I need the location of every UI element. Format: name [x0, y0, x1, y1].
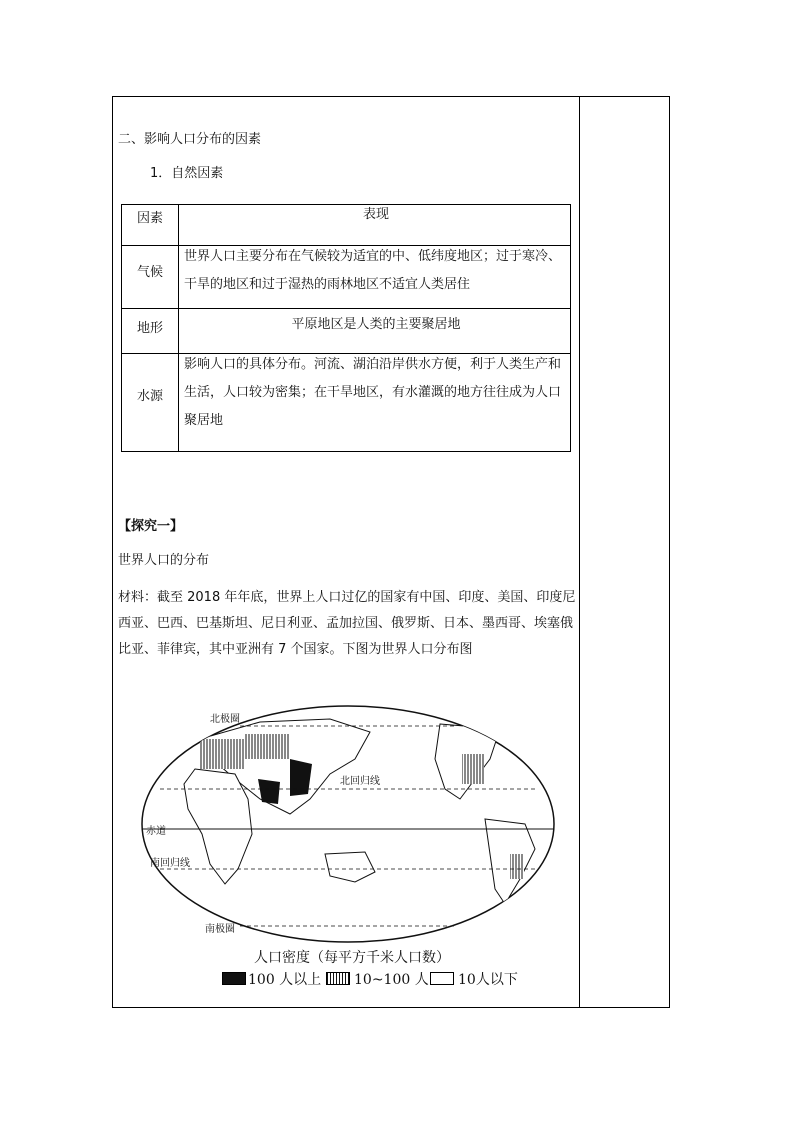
legend-swatch-medium: [326, 972, 350, 985]
table-cell-description: 影响人口的具体分布。河流、湖泊沿岸供水方便，利于人类生产和生活，人口较为密集；在干旱地区，有水灌溉的地方往往成为人口聚居地: [184, 357, 562, 428]
table-cell-factor: 气候: [136, 265, 163, 280]
legend-label-medium: 10~100 人: [354, 972, 429, 988]
antarctic-circle-label: 南极圈: [205, 924, 235, 935]
table-cell-description: 世界人口主要分布在气候较为适宜的中、低纬度地区；过于寒冷、干旱的地区和过于湿热的雨林地区不适宜人类居住: [184, 249, 562, 292]
north-america-density-area: [462, 754, 484, 784]
table-header-factor: 因素: [136, 211, 163, 226]
tropic-capricorn-label: 南回归线: [150, 858, 190, 869]
tropic-cancer-label: 北回归线: [340, 776, 380, 787]
section-subheading: 1．自然因素: [150, 166, 224, 181]
europe-density-area: [200, 739, 245, 769]
map-figure: [140, 704, 556, 949]
table-cell-description: 平原地区是人类的主要聚居地: [291, 317, 461, 332]
inquiry-title: 【探究一】: [118, 519, 184, 534]
table-column-divider: [178, 205, 179, 451]
asia-density-area: [245, 734, 290, 759]
column-divider: [579, 96, 580, 1008]
legend-title: 人口密度（每平方千米人口数）: [254, 950, 450, 966]
table-cell-factor: 地形: [136, 321, 163, 336]
arctic-circle-label: 北极圈: [210, 714, 240, 725]
equator-label: 赤道: [146, 826, 166, 837]
section-heading: 二、影响人口分布的因素: [118, 132, 262, 147]
legend-swatch-high: [222, 972, 246, 985]
legend-label-high: 100 人以上: [248, 972, 322, 988]
factor-table: [121, 204, 571, 452]
inquiry-material: 材料：截至 2018 年年底，世界上人口过亿的国家有中国、印度、美国、印度尼西亚、巴西、巴基斯坦、尼日利亚、孟加拉国、俄罗斯、日本、墨西哥、埃塞俄比亚、菲律宾，其中亚洲有 7 个国家。下图为世界人口分布图: [118, 590, 576, 657]
south-america-density-area: [510, 854, 524, 879]
inquiry-topic: 世界人口的分布: [118, 553, 210, 568]
table-cell-factor: 水源: [136, 389, 163, 404]
legend-label-low: 10人以下: [458, 972, 518, 988]
table-row-divider: [122, 308, 570, 309]
legend-swatch-low: [430, 972, 454, 985]
table-header-description: 表现: [362, 207, 389, 222]
